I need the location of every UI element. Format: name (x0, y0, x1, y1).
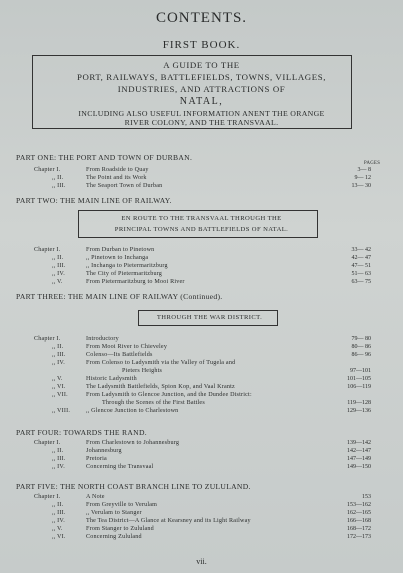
part-one-heading: PART ONE: THE PORT AND TOWN OF DURBAN. (16, 153, 193, 162)
book-heading: FIRST BOOK. (162, 39, 241, 51)
chapter-number: ,, II. (52, 502, 64, 508)
chapter-number: ,, VI. (52, 384, 66, 390)
chapter-title: From Greyville to Verulam (86, 502, 158, 508)
chapter-number: ,, IV. (52, 518, 65, 524)
chapter-number: ,, III. (52, 352, 66, 358)
chapter-number: ,, II. (52, 175, 64, 181)
chapter-pages: 119—128 (347, 400, 371, 406)
chapter-title: From Charlestown to Johannesburg (86, 440, 180, 446)
chapter-title: From Mooi River to Chieveley (86, 344, 168, 350)
chapter-title: The Ladysmith Battlefields, Spion Kop, and Vaal Krantz (86, 384, 235, 390)
part-three-heading: PART THREE: THE MAIN LINE OF RAILWAY (Continued). (16, 292, 223, 301)
chapter-number: ,, IV. (52, 464, 65, 470)
chapter-title: Concerning Zululand (86, 534, 142, 540)
chapter-title: ,, Inchanga to Pietermaritzburg (86, 263, 168, 269)
chapter-title: From Durban to Pinetown (86, 247, 155, 253)
chapter-number: ,, II. (52, 344, 64, 350)
chapter-pages: 139—142 (347, 440, 371, 446)
chapter-title: Introductory (86, 336, 119, 342)
chapter-number: ,, II. (52, 448, 64, 454)
chapter-number: ,, II. (52, 255, 64, 261)
part-two-heading: PART TWO: THE MAIN LINE OF RAILWAY. (16, 196, 172, 205)
chapter-pages: 97—101 (350, 368, 371, 374)
chapter-number: Chapter I. (34, 336, 61, 342)
chapter-title: The Tea District—A Glance at Kearsney and its Light Railway (86, 518, 251, 524)
chapter-number: ,, III. (52, 263, 66, 269)
chapter-number: Chapter I. (34, 494, 61, 500)
route-box-line: EN ROUTE TO THE TRANSVAAL THROUGH THE (121, 215, 282, 222)
chapter-number: ,, IV. (52, 360, 65, 366)
chapter-title: From Stanger to Zululand (86, 526, 154, 532)
chapter-title: ,, Glencoe Junction to Charlestown (86, 408, 179, 414)
chapter-number: ,, VII. (52, 392, 68, 398)
chapter-title: Concerning the Transvaal (86, 464, 154, 470)
chapter-title: A Note (86, 494, 105, 500)
chapter-pages: 101—105 (347, 376, 371, 382)
chapter-pages: 129—136 (347, 408, 371, 414)
chapter-pages: 147—149 (347, 456, 371, 462)
part-five-heading: PART FIVE: THE NORTH COAST BRANCH LINE TO ZULULAND. (16, 482, 251, 491)
chapter-number: ,, VIII. (52, 408, 71, 414)
chapter-title: Pieters Heights (122, 368, 163, 374)
chapter-pages: 42— 47 (351, 255, 371, 261)
chapter-title: From Pietermaritzburg to Mooi River (86, 279, 185, 285)
chapter-number: ,, III. (52, 510, 66, 516)
chapter-title: Historic Ladysmith (86, 376, 137, 382)
guide-line: INDUSTRIES, AND ATTRACTIONS OF (117, 84, 286, 94)
chapter-pages: 51— 63 (351, 271, 371, 277)
route-box-line: PRINCIPAL TOWNS AND BATTLEFIELDS OF NATAL. (114, 226, 289, 233)
chapter-pages: 33— 42 (351, 247, 371, 253)
chapter-pages: 162—165 (347, 510, 371, 516)
guide-include-line: INCLUDING ALSO USEFUL INFORMATION ANENT THE ORANGE (78, 109, 325, 118)
chapter-title: Pretoria (86, 456, 107, 462)
chapter-number: Chapter I. (34, 247, 61, 253)
chapter-pages: 63— 75 (351, 279, 371, 285)
guide-line: NATAL, (179, 96, 224, 107)
chapter-title: From Ladysmith to Glencoe Junction, and the Dundee District: (86, 392, 252, 398)
chapter-number: ,, III. (52, 183, 66, 189)
guide-include-line: RIVER COLONY, AND THE TRANSVAAL. (124, 118, 279, 127)
guide-line: PORT, RAILWAYS, BATTLEFIELDS, TOWNS, VILLAGES, (76, 72, 327, 82)
chapter-title: Colenso—Its Battlefields (86, 352, 153, 358)
chapter-title: ,, Verulam to Stanger (86, 510, 142, 516)
chapter-pages: 13— 30 (351, 183, 371, 189)
chapter-pages: 47— 51 (351, 263, 371, 269)
page-folio: vii. (196, 557, 207, 566)
pages-label: PAGES (364, 161, 381, 166)
chapter-pages: 166—168 (347, 518, 371, 524)
chapter-pages: 149—150 (347, 464, 371, 470)
part-four-heading: PART FOUR: TOWARDS THE RAND. (16, 428, 147, 437)
chapter-title: ,, Pinetown to Inchanga (86, 255, 149, 261)
chapter-pages: 153—162 (347, 502, 371, 508)
chapter-pages: 172—173 (347, 534, 371, 540)
chapter-title: From Colenso to Ladysmith via the Valley of Tugela and (86, 360, 236, 366)
chapter-pages: 9— 12 (354, 175, 371, 181)
chapter-number: ,, V. (52, 526, 63, 532)
chapter-pages: 168—172 (347, 526, 371, 532)
chapter-pages: 79— 80 (351, 336, 371, 342)
chapter-number: Chapter I. (34, 167, 61, 173)
chapter-title: The Seaport Town of Durban (86, 183, 163, 189)
chapter-title: From Roadside to Quay (86, 167, 149, 173)
chapter-number: ,, V. (52, 279, 63, 285)
chapter-pages: 106—119 (347, 384, 371, 390)
chapter-title: The Point and its Work (86, 175, 147, 181)
chapter-pages: 86— 96 (351, 352, 371, 358)
chapter-number: ,, III. (52, 456, 66, 462)
chapter-pages: 142—147 (347, 448, 371, 454)
chapter-number: Chapter I. (34, 440, 61, 446)
chapter-title: Through the Scenes of the First Battles (102, 400, 205, 406)
guide-line: A GUIDE TO THE (163, 60, 240, 70)
chapter-title: Johannesburg (86, 448, 122, 454)
chapter-pages: 80— 86 (351, 344, 371, 350)
page-title: CONTENTS. (155, 10, 248, 26)
chapter-number: ,, VI. (52, 534, 66, 540)
chapter-title: The City of Pietermaritzburg (86, 271, 163, 277)
chapter-pages: 153 (362, 494, 371, 500)
chapter-number: ,, V. (52, 376, 63, 382)
war-district-label: THROUGH THE WAR DISTRICT. (156, 314, 263, 321)
chapter-number: ,, IV. (52, 271, 65, 277)
chapter-pages: 3— 8 (357, 167, 371, 173)
